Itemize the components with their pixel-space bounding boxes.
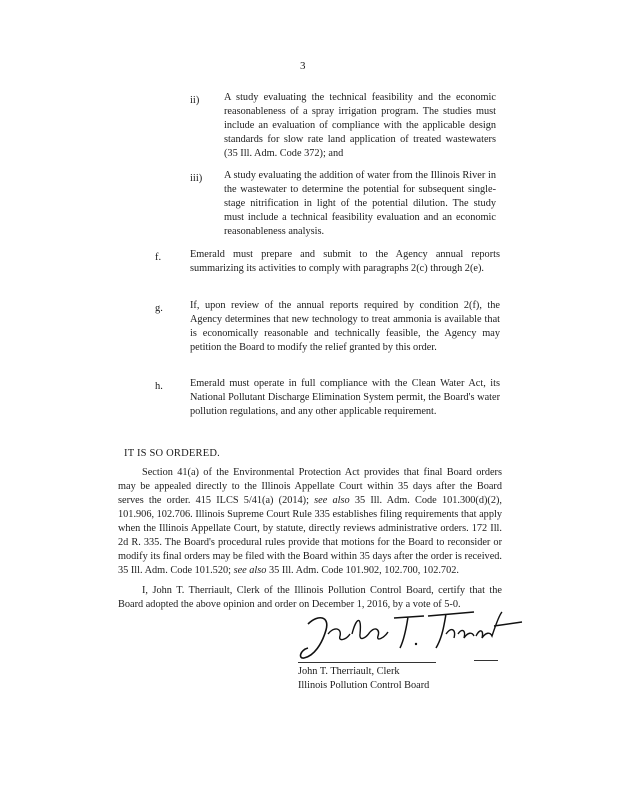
item-f-text: Emerald must prepare and submit to the Agency annual reports summarizing its activities to comply with paragraphs 2(c) through 2(e). xyxy=(190,249,500,274)
signer-organization: Illinois Pollution Control Board xyxy=(298,680,430,691)
signature-block xyxy=(298,665,429,693)
see-also-1: see also xyxy=(314,495,350,506)
handwritten-signature xyxy=(296,604,526,664)
item-g-label: g. xyxy=(155,303,163,314)
item-h-label: h. xyxy=(155,381,163,392)
certification-paragraph: I, John T. Therriault, Clerk of the Illinois Pollution Control Board, certify that the Board adopted the above opinion and order on December 1, 2016, by a vote of 5-0. xyxy=(118,585,502,610)
page-number: 3 xyxy=(300,60,306,72)
signer-name: John T. Therriault, Clerk xyxy=(298,666,400,677)
item-ii-label: ii) xyxy=(190,95,200,106)
item-iii-text: A study evaluating the addition of water from the Illinois River in the wastewater to determine the potential for subsequent single-stage nitrification in light of the potential dilution. The study must include a technical feasibility evaluation and an economic reasonableness analysis. xyxy=(224,170,496,237)
item-h-text: Emerald must operate in full compliance with the Clean Water Act, its National Pollutant Discharge Elimination System permit, the Board's water pollution regulations, and any other applicable requirement. xyxy=(190,378,500,417)
item-iii-label: iii) xyxy=(190,173,203,184)
item-ii-text: A study evaluating the technical feasibility and the economic reasonableness of a spray irrigation program. The studies must include an evaluation of compliance with the applicable design standards for slow rate land application of treated wastewaters (35 Ill. Adm. Code 372); and xyxy=(224,92,496,159)
appeal-paragraph xyxy=(118,466,502,578)
item-f-label: f. xyxy=(155,252,162,263)
so-ordered: IT IS SO ORDERED. xyxy=(124,448,220,459)
appeal-text-3: 35 Ill. Adm. Code 101.902, 102.700, 102.702. xyxy=(269,565,459,576)
appeal-text-1: Section 41(a) of the Environmental Protection Act provides that final Board orders may be appealed directly to the Illinois Appellate Court within 35 days after the Board serves the order. 415 ILCS 5/41(a) (2014); xyxy=(118,467,502,506)
see-also-2: see also xyxy=(233,565,267,576)
signature-line-end xyxy=(474,660,498,661)
appeal-text-2: 35 Ill. Adm. Code 101.300(d)(2), 101.906, 102.706. Illinois Supreme Court Rule 335 establishes filing requirements that apply when the Illinois Appellate Court, by statute, directly reviews administrative orders. 172 Ill. 2d R. 335. The Board's procedural rules provide that motions for the Board to reconsider or modify its final orders may be filed with the Board within 35 days after the order is received. 35 Ill. Adm. Code 101.520; xyxy=(118,495,502,576)
signature-line xyxy=(298,662,436,663)
item-g-text: If, upon review of the annual reports required by condition 2(f), the Agency determines that new technology to treat ammonia is available that is economically reasonable and technically feasible, the Agency may petition the Board to modify the relief granted by this order. xyxy=(190,300,500,353)
